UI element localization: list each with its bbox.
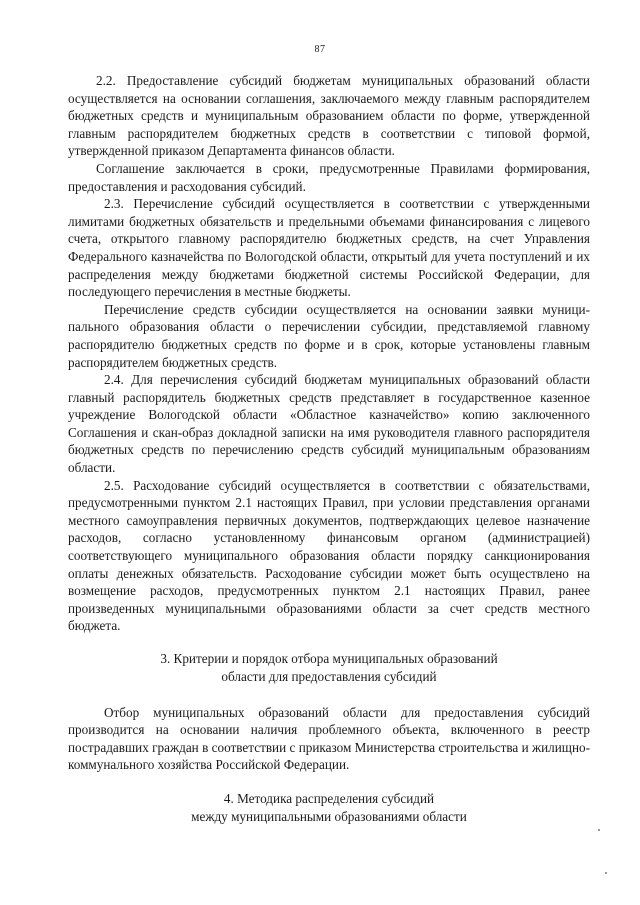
section-4-heading-line2: между муниципальными образованиями области	[191, 808, 467, 824]
section-4-heading-line1: 4. Методика распределения субсидий	[223, 790, 435, 806]
section-3-heading-line1: 3. Критерии и порядок отбора муниципальных образований	[160, 651, 498, 666]
section-4-heading	[68, 790, 590, 826]
paragraph-2-4: 2.4. Для перечисления субсидий бюджетам муниципальных образований области главный распорядитель бюджетных средств представляет в государственное казенное учреждение Вологодской области «Областное казначейство» копию заключенного Соглашения и скан-образ докладной записки на имя руководителя главного распорядителя бюджетных средств по перечислению средств субсидий муниципальным образованиям области.	[68, 372, 590, 476]
page-number: 87	[314, 44, 326, 55]
paragraph-2-2: 2.2. Предоставление субсидий бюджетам муниципальных образований области осуществляется на основании соглашения, заключаемого между главным распорядителем бюджетных средств и муниципальным образованием области по форме, утвержденной главным распорядителем бюджетных средств в соответствии с типовой формой, утвержденной приказом Департамента финансов области.	[68, 73, 590, 159]
paragraph-3-selection: Отбор муниципальных образований области для предоставления субсидий производится на основании наличия проблемного объекта, включенного в реестр пострадавших граждан в соответствии с приказом Министерства строительства и жилищно-коммунального хозяйства Российской Федерации.	[68, 704, 590, 773]
section-3-heading-line2: области для предоставления субсидий	[221, 668, 437, 684]
paragraph-2-3: 2.3. Перечисление субсидий осуществляется в соответствии с утвержденными лимитами бюджетных обязательств и предельными объемами финансирования с лицевого счета, открытого главному распорядителю бюджетных средств, на счет Управления Федерального казначейства по Вологодской области, открытый для учета поступлений и их распределения между бюджетами бюджетной системы Российской Федерации, для последующего перечисления в местные бюджеты.	[68, 196, 590, 300]
paragraph-agreement-terms: Соглашение заключается в сроки, предусмотренные Правилами формирования, предоставления и расходования субсидий.	[68, 160, 590, 194]
spacer	[68, 686, 590, 704]
paragraph-subsidy-transfer: Перечисление средств субсидии осуществляется на основании заявки муниципального образования области о перечислении субсидии, представляемой главному распорядителю бюджетных средств по форме и в срок, которые установлены главным распорядителем бюджетных средств.	[68, 301, 590, 370]
scan-speck	[598, 829, 600, 831]
scan-speck	[605, 872, 607, 874]
spacer	[68, 774, 590, 790]
document-body	[68, 72, 590, 826]
spacer	[68, 635, 590, 650]
section-3-heading	[68, 650, 590, 686]
paragraph-2-5: 2.5. Расходование субсидий осуществляется в соответствии с обязательствами, предусмотренными пунктом 2.1 настоящих Правил, при условии представления органами местного самоуправления первичных документов, подтверждающих целевое назначение расходов, согласно установленному финансовым органом (администрацией) соответствующего муниципального образования области порядку санкционирования оплаты денежных обязательств. Расходование субсидии может быть осуществлено на возмещение расходов, предусмотренных пунктом 2.1 настоящих Правил, ранее произведенных муниципальными образованиями области за счет средств местного бюджета.	[68, 477, 590, 634]
